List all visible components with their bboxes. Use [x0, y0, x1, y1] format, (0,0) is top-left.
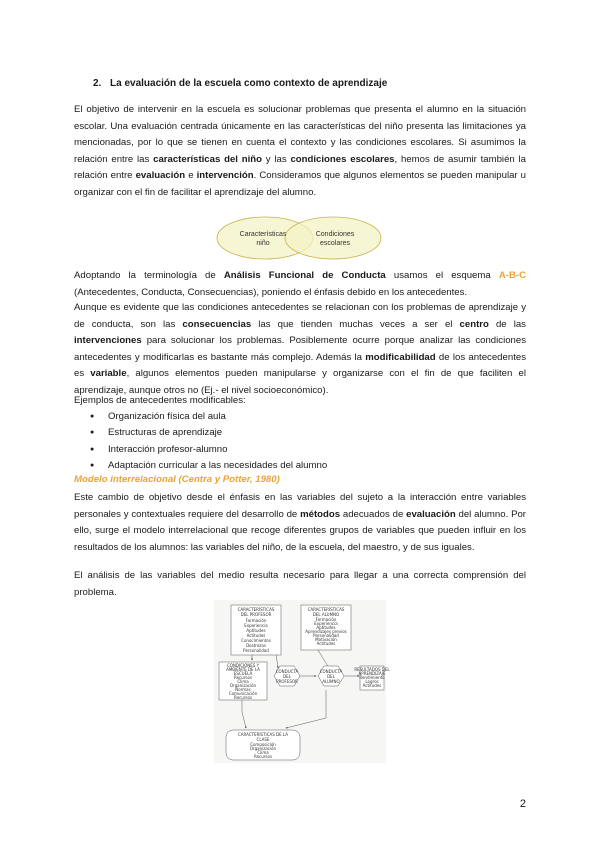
box-line: Aptitudes: [316, 625, 336, 630]
abc-highlight: A-B-C: [498, 270, 527, 281]
box-line: Comunicación: [228, 691, 258, 696]
paragraph-abc: [74, 268, 526, 301]
box-line: Destrezas: [246, 643, 266, 648]
bold-term: características del niño: [153, 153, 263, 165]
box-alumno-title: CARACTERÍSTICAS: [307, 607, 345, 612]
text-run: de las: [488, 318, 526, 330]
venn-right-label-2: escolares: [320, 240, 350, 247]
arrow: [318, 650, 329, 668]
text-run: del alumno. Por ello, surge el modelo interrelacional que recoge diferentes grupos de variables que pueden influir en los resultados de los alumnos: las variables del niño, de la escuela, del maestro, y de sus iguales.: [74, 508, 526, 553]
venn-left-label-1: Características: [239, 231, 287, 238]
hex-label: CONDUCTA: [319, 669, 343, 674]
arrow: [286, 690, 326, 728]
box-line: Organización: [229, 683, 257, 688]
box-line: Actitudes: [316, 641, 336, 646]
arrow: [242, 700, 246, 728]
box-line: Recursos: [253, 754, 273, 759]
bold-term: Análisis Funcional de Conducta: [223, 270, 386, 281]
hex-label: DEL: [327, 674, 335, 679]
bold-term: intervenciones: [74, 335, 142, 346]
box-line: Actitudes: [246, 633, 266, 638]
hex-label: PROFESOR: [276, 679, 298, 684]
hex-label: CONDUCTA: [275, 669, 299, 674]
text-run: , algunos elementos pueden manipularse y organizarse con el fin de que faciliten el aprendizaje, aunque otros no (Ej.- el nivel socioeconómico).: [74, 368, 526, 396]
examples-intro: Ejemplos de antecedentes modificables:: [74, 395, 246, 406]
bold-term: métodos: [300, 508, 341, 520]
box-escuela-title: CONDICIONES Y: [226, 663, 260, 668]
interrelational-model-diagram: [214, 600, 390, 763]
examples-list: [74, 409, 327, 474]
bold-term: evaluación: [406, 508, 456, 520]
box-line: Normas: [235, 687, 251, 692]
bold-term: evaluación: [135, 170, 186, 181]
text-run: e: [185, 170, 197, 181]
box-line: Rendimiento: [359, 675, 385, 680]
box-aprendizaje-title: APRENDIZAJE: [358, 671, 386, 676]
text-run: adecuados de: [340, 508, 407, 520]
text-run: Adoptando la terminología de: [74, 270, 224, 281]
paragraph-model: [74, 490, 526, 556]
box-profesor-title: CARACTERÍSTICAS: [237, 607, 275, 612]
text-run: para solucionar los problemas. Posiblemente ocurre porque analizar las condiciones antecedentes y modificarlas es bastante más complejo. Además la: [74, 335, 526, 363]
model-heading: Modelo interrelacional (Centra y Potter, 1980): [74, 474, 280, 485]
bold-term: modificabilidad: [365, 351, 436, 363]
box-line: Organización: [249, 746, 277, 751]
section-heading: [93, 78, 387, 89]
bold-term: intervención: [196, 170, 254, 181]
hex-label: DEL: [283, 674, 291, 679]
box-aprendizaje-title: RESULTADOS DEL: [354, 667, 390, 672]
page-number: 2: [519, 798, 526, 810]
box-line: Recursos: [233, 675, 253, 680]
box-line: Personalidad: [313, 633, 339, 638]
box-line: Formación: [315, 617, 337, 622]
venn-diagram: [215, 214, 385, 262]
text-run: y las: [262, 153, 291, 165]
box-line: Personalidad: [243, 648, 269, 653]
bold-term: centro: [459, 318, 489, 330]
text-run: las que tienden muchas veces a ser el: [251, 318, 460, 330]
text-run: de los antecedentes es: [74, 351, 526, 379]
box-profesor-title: DEL PROFESOR: [240, 612, 272, 617]
box-line: Actitudes: [362, 683, 382, 688]
hex-label: ALUMNO: [322, 679, 340, 684]
venn-right-ellipse: [285, 217, 381, 259]
text-run: , hemos de asumir también la relación entre: [74, 153, 526, 181]
bold-term: consecuencias: [182, 318, 252, 330]
box-line: Clima: [237, 679, 249, 684]
box-line: Experiencia: [244, 623, 268, 628]
list-item: ● Organización física del aula: [74, 409, 327, 425]
text-run: usamos el esquema: [385, 270, 499, 281]
section-title: La evaluación de la escuela como contexto de aprendizaje: [110, 78, 388, 89]
box-escuela-title: AMBIENTE DE LA: [226, 667, 260, 672]
box-line: Aptitudes: [246, 628, 266, 633]
box-line: Aprendizajes previos: [305, 629, 347, 634]
box-aula-title: CARACTERÍSTICAS DE LA: [238, 732, 288, 737]
box-alumno-title: DEL ALUMNO: [312, 612, 340, 617]
diagram-svg: [214, 600, 390, 763]
venn-left-label-2: niño: [256, 240, 270, 247]
bold-term: condiciones escolares: [290, 153, 395, 165]
box-line: Logros: [365, 679, 379, 684]
paragraph-consequences: [74, 300, 526, 399]
box-line: Conocimientos: [241, 638, 271, 643]
box-line: Motivación: [315, 637, 337, 642]
bold-term: variable: [90, 368, 127, 379]
text-run: (Antecedentes, Conducta, Consecuencias), poniendo el énfasis debido en los antecedentes.: [74, 286, 468, 298]
box-line: Experiencia: [314, 621, 338, 626]
text-run: . Consideramos que algunos elementos se pueden manipular u organizar con el fin de facilitar el aprendizaje del alumno.: [74, 170, 527, 198]
text-run: Este cambio de objetivo desde el énfasis en las variables del sujeto a la interacción entre variables personales y contextuales requiere del desarrollo de: [74, 492, 526, 520]
box-line: Formación: [245, 618, 267, 623]
section-number: 2.: [93, 78, 102, 89]
box-line: Recursos: [233, 695, 253, 700]
list-item: ● Interacción profesor-alumno: [74, 442, 327, 458]
paragraph-objective: [74, 102, 526, 201]
list-item: ● Estructuras de aprendizaje: [74, 425, 327, 441]
venn-right-label-1: Condiciones: [315, 231, 355, 238]
box-line: Composición: [250, 742, 276, 747]
box-line: Clima: [257, 750, 269, 755]
text-run: Aunque es evidente que las condiciones antecedentes se relacionan con los problemas de aprendizaje y de conducta, son las: [74, 302, 526, 330]
list-item: ● Adaptación curricular a las necesidades del alumno: [74, 458, 327, 474]
paragraph-analysis: El análisis de las variables del medio resulta necesario para llegar a una correcta comprensión del problema.: [74, 570, 526, 598]
box-aula-title: CLASE: [256, 737, 270, 742]
text-run: El objetivo de intervenir en la escuela es solucionar problemas que presenta el alumno en la situación escolar. Una evaluación centrada únicamente en las características del niño presenta las limitaciones ya mencionadas, por lo que se tienen en cuenta el contexto y las condiciones escolares. Si asumimos la relación entre las: [74, 104, 526, 165]
box-escuela-title: ESCUELA: [233, 671, 253, 676]
